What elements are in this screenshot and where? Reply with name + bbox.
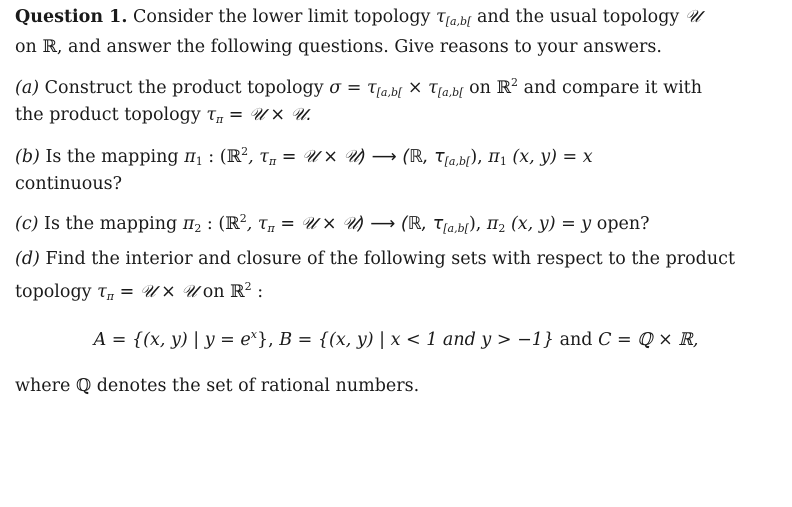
set-c: C = ℚ × ℝ, [598, 330, 699, 350]
part-a-label: (a) [15, 78, 40, 98]
part-c-line-1: (c) Is the mapping $\pi_2$ : (ℝ$^2$, $\tau_\pi$ = 𝒰 × 𝒰) ⟶ (ℝ, $\tau_{[a,b[}$), $\pi_2$ (x, y) = y open? [15, 212, 650, 235]
part-c-text-2: open? [596, 214, 650, 234]
question-line-2 [15, 39, 662, 57]
and-word: and [559, 330, 593, 350]
part-d-text-1: Find the interior and closure of the following sets with respect to the product [45, 249, 735, 269]
rationals-footnote: where ℚ denotes the set of rational numbers. [15, 376, 420, 396]
question-heading: Question 1. [15, 7, 128, 27]
set-b: B = {(x, y) | x < 1 and y > −1} [279, 330, 555, 350]
part-c-map: π [182, 214, 195, 234]
question-intro-text-3: on ℝ, and answer the following questions. Give reasons to your answers. [15, 37, 662, 57]
part-d-line-2: topology $\tau_\pi$ = 𝒰 × 𝒰 on ℝ$^2$ : [15, 280, 264, 303]
part-b-line-2 [15, 176, 122, 194]
part-a-times: × [402, 78, 429, 98]
part-b-line-1: (b) Is the mapping $\pi_1$ : (ℝ$^2$, $\tau_\pi$ = 𝒰 × 𝒰) ⟶ (ℝ, $\tau_{[a,b[}$), $\pi_1$ (x, y) = x [15, 145, 593, 168]
tau-pi-symbol: τ [206, 105, 216, 125]
tau-ab-subscript: [a,b[ [445, 15, 472, 28]
usual-topology-symbol: 𝒰 [684, 7, 701, 27]
question-line-1 [15, 9, 701, 27]
part-d-text-3: on ℝ [202, 282, 245, 302]
part-b-map: π [184, 147, 196, 167]
part-a-sigma: σ = [329, 78, 367, 98]
set-a: A = {(x, y) | y = e [93, 330, 251, 350]
part-a-text-2: on ℝ [469, 78, 511, 98]
footnote-line [15, 378, 419, 396]
part-c-function: π [486, 214, 499, 234]
part-c-text-1: Is the mapping [44, 214, 178, 234]
tau-ab-symbol: τ [436, 7, 446, 27]
part-a-text-3: and compare it with [523, 78, 702, 98]
question-intro-text-2: and the usual topology [476, 7, 680, 27]
part-b-function: π [488, 147, 500, 167]
sets-formula-line: A = {(x, y) | $y = e^x$}, B = {(x, y) | x < 1 and y > −1} and C = ℚ × ℝ, [93, 328, 699, 350]
part-a-line-1: (a) Construct the product topology $\sigma = \tau_{[a,b[} \times \tau_{[a,b[}$ on ℝ$^2$ and compare it with [15, 76, 702, 99]
part-c-label: (c) [15, 214, 39, 234]
part-d-text-2: topology [15, 282, 92, 302]
part-d-label: (d) [15, 249, 40, 269]
part-a-product-topology: = 𝒰 × 𝒰. [223, 105, 312, 125]
part-a-line-2: the product topology $\tau_\pi$ = 𝒰 × 𝒰. [15, 105, 312, 126]
part-d-line-1 [15, 251, 735, 269]
part-b-text-1: Is the mapping [45, 147, 179, 167]
part-a-text-1: Construct the product topology [44, 78, 324, 98]
question-intro-text-1: Consider the lower limit topology [133, 7, 431, 27]
part-a-text-4: the product topology [15, 105, 201, 125]
part-b-text-2: continuous? [15, 174, 122, 194]
part-b-label: (b) [15, 147, 40, 167]
